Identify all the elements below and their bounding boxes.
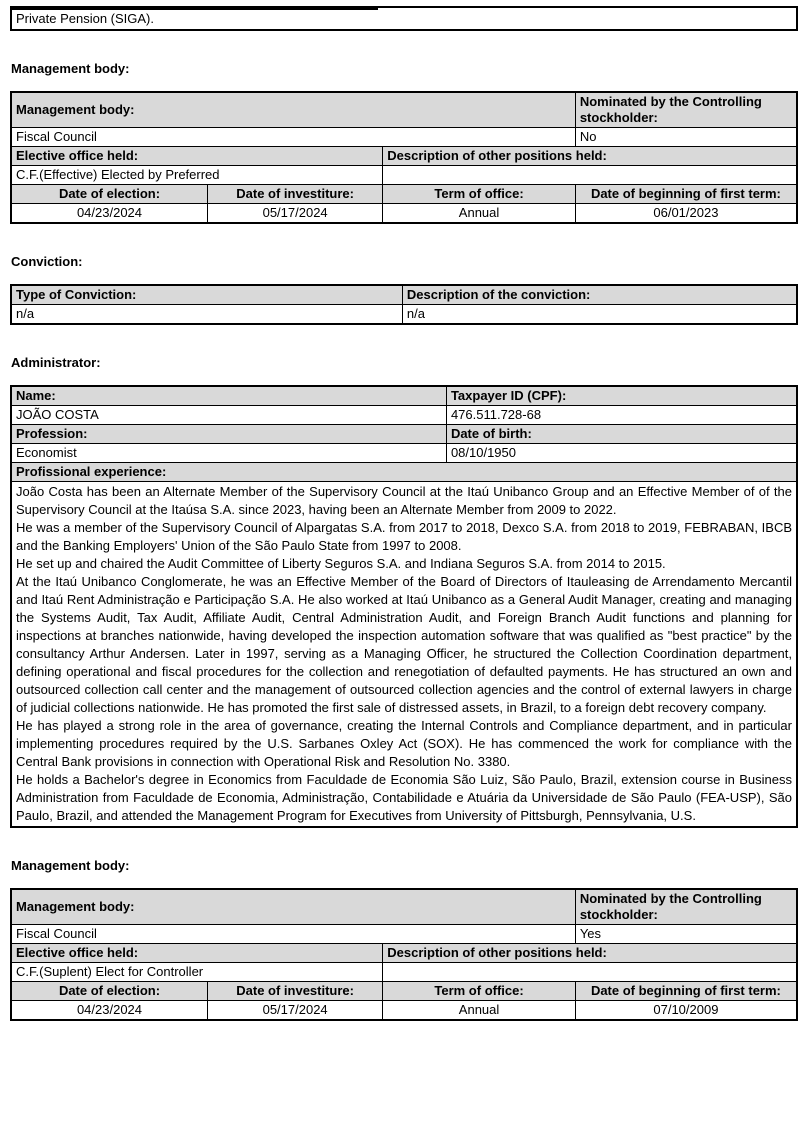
table-row — [11, 92, 797, 128]
experience-cell — [11, 482, 797, 828]
nominated-value: Yes — [575, 925, 797, 944]
section-heading-administrator: Administrator: — [11, 355, 101, 370]
table-row — [11, 285, 797, 305]
name-label: Name: — [11, 386, 446, 406]
elective-office-value: C.F.(Effective) Elected by Preferred — [11, 166, 383, 185]
date-investiture-value: 05/17/2024 — [208, 204, 383, 224]
table-row — [11, 305, 797, 325]
management-body-table-1 — [10, 91, 798, 224]
date-election-label: Date of election: — [11, 982, 208, 1001]
first-term-label: Date of beginning of first term: — [575, 982, 797, 1001]
management-body-table-2 — [10, 888, 798, 1021]
conviction-description-label: Description of the conviction: — [402, 285, 797, 305]
table-row — [11, 128, 797, 147]
nominated-label: Nominated by the Controlling stockholder: — [575, 92, 797, 128]
management-body-value: Fiscal Council — [11, 128, 575, 147]
administrator-table — [10, 385, 798, 828]
other-positions-label: Description of other positions held: — [383, 147, 797, 166]
management-body-label: Management body: — [11, 889, 575, 925]
date-investiture-value: 05/17/2024 — [208, 1001, 383, 1021]
conviction-type-value: n/a — [11, 305, 402, 325]
table-row — [11, 463, 797, 482]
first-term-value: 07/10/2009 — [575, 1001, 797, 1021]
other-positions-label: Description of other positions held: — [383, 944, 797, 963]
conviction-table — [10, 284, 798, 325]
nominated-value: No — [575, 128, 797, 147]
conviction-type-label: Type of Conviction: — [11, 285, 402, 305]
term-office-label: Term of office: — [383, 185, 576, 204]
section-heading-conviction: Conviction: — [11, 254, 83, 269]
term-office-label: Term of office: — [383, 982, 576, 1001]
document-page — [0, 6, 808, 1137]
first-term-value: 06/01/2023 — [575, 204, 797, 224]
nominated-label: Nominated by the Controlling stockholder: — [575, 889, 797, 925]
table-row — [11, 386, 797, 406]
table-row — [11, 482, 797, 828]
table-row — [11, 889, 797, 925]
term-office-value: Annual — [383, 204, 576, 224]
birth-date-label: Date of birth: — [446, 425, 797, 444]
continued-cell-text: Private Pension (SIGA). — [16, 11, 154, 26]
table-row — [11, 185, 797, 204]
table-row — [11, 944, 797, 963]
previous-table-remnant-border — [10, 8, 378, 10]
elective-office-label: Elective office held: — [11, 147, 383, 166]
date-election-label: Date of election: — [11, 185, 208, 204]
table-row — [11, 963, 797, 982]
table-row — [11, 1001, 797, 1021]
date-investiture-label: Date of investiture: — [208, 185, 383, 204]
other-positions-value — [383, 963, 797, 982]
elective-office-value: C.F.(Suplent) Elect for Controller — [11, 963, 383, 982]
birth-date-value: 08/10/1950 — [446, 444, 797, 463]
cpf-value: 476.511.728-68 — [446, 406, 797, 425]
profession-label: Profession: — [11, 425, 446, 444]
date-election-value: 04/23/2024 — [11, 1001, 208, 1021]
term-office-value: Annual — [383, 1001, 576, 1021]
management-body-label: Management body: — [11, 92, 575, 128]
date-election-value: 04/23/2024 — [11, 204, 208, 224]
first-term-label: Date of beginning of first term: — [575, 185, 797, 204]
table-row — [11, 444, 797, 463]
table-row — [11, 982, 797, 1001]
profession-value: Economist — [11, 444, 446, 463]
experience-label: Profissional experience: — [11, 463, 797, 482]
conviction-description-value: n/a — [402, 305, 797, 325]
other-positions-value — [383, 166, 797, 185]
cpf-label: Taxpayer ID (CPF): — [446, 386, 797, 406]
table-row — [11, 925, 797, 944]
name-value: JOÃO COSTA — [11, 406, 446, 425]
table-row — [11, 204, 797, 224]
date-investiture-label: Date of investiture: — [208, 982, 383, 1001]
elective-office-label: Elective office held: — [11, 944, 383, 963]
section-heading-management-body-2: Management body: — [11, 858, 130, 873]
table-row — [11, 147, 797, 166]
table-row — [11, 406, 797, 425]
table-row — [11, 425, 797, 444]
section-heading-management-body-1: Management body: — [11, 61, 130, 76]
experience-text: João Costa has been an Alternate Member of the Supervisory Council at the Itaú Unibanco Group and an Effective Member of of the Supervisory Council at the Itaúsa S.A. since 2023, having been an Alternate Member from 2009 to 2022. He was a member of the Supervisory Council of Alpargatas S.A. from 2017 to 2018, Dexco S.A. from 2018 to 2019, FEBRABAN, IBCB and the Banking Employers' Union of the São Paulo State from 1997 to 2008. He set up and chaired the Audit Committee of Liberty Seguros S.A. and Indiana Seguros S.A. from 2014 to 2015. At the Itaú Unibanco Conglomerate, he was an Effective Member of the Board of Directors of Itauleasing de Arrendamento Mercantil and Itaú Rent Administração e Participação S.A. He also worked at Itaú Unibanco as a General Audit Manager, creating and managing the Systems Audit, Tax Audit, Affiliate Audit, Central Administration Audit, and Foreign Branch Audit functions and planning for inspections at branches nationwide, having developed the inspection automation software that was qualified as "best practice" by the consultancy Arthur Andersen. Later in 1997, serving as a Managing Officer, he structured the Collection Coordination department, defining operational and fiscal procedures for the collection and renegotiation of defaulted payments. He has structured an own and outsourced collection call center and the management of outsourced collection agencies and the control of external lawyers in charge of judicial collections nationwide. He has promoted the first sale of distressed assets, in Brazil, to a foreign debt recovery company. He has played a strong role in the area of governance, creating the Internal Controls and Compliance department, and in particular implementing procedures required by the U.S. Sarbanes Oxley Act (SOX). He has commenced the work for compliance with the Central Bank provisions in connection with Operational Risk and Resolution No. 3380. He holds a Bachelor's degree in Economics from Faculdade de Economia São Luiz, São Paulo, Brazil, extension course in Business Administration from Faculdade de Economia, Administração, Contabilidade e Atuária da Universidade de São Paulo (FEA-USP), São Paulo, Brazil, and attended the Management Program for Executives from University of Pittsburgh, Pennsylvania, U.S. — [16, 484, 792, 823]
table-row — [11, 166, 797, 185]
management-body-value: Fiscal Council — [11, 925, 575, 944]
